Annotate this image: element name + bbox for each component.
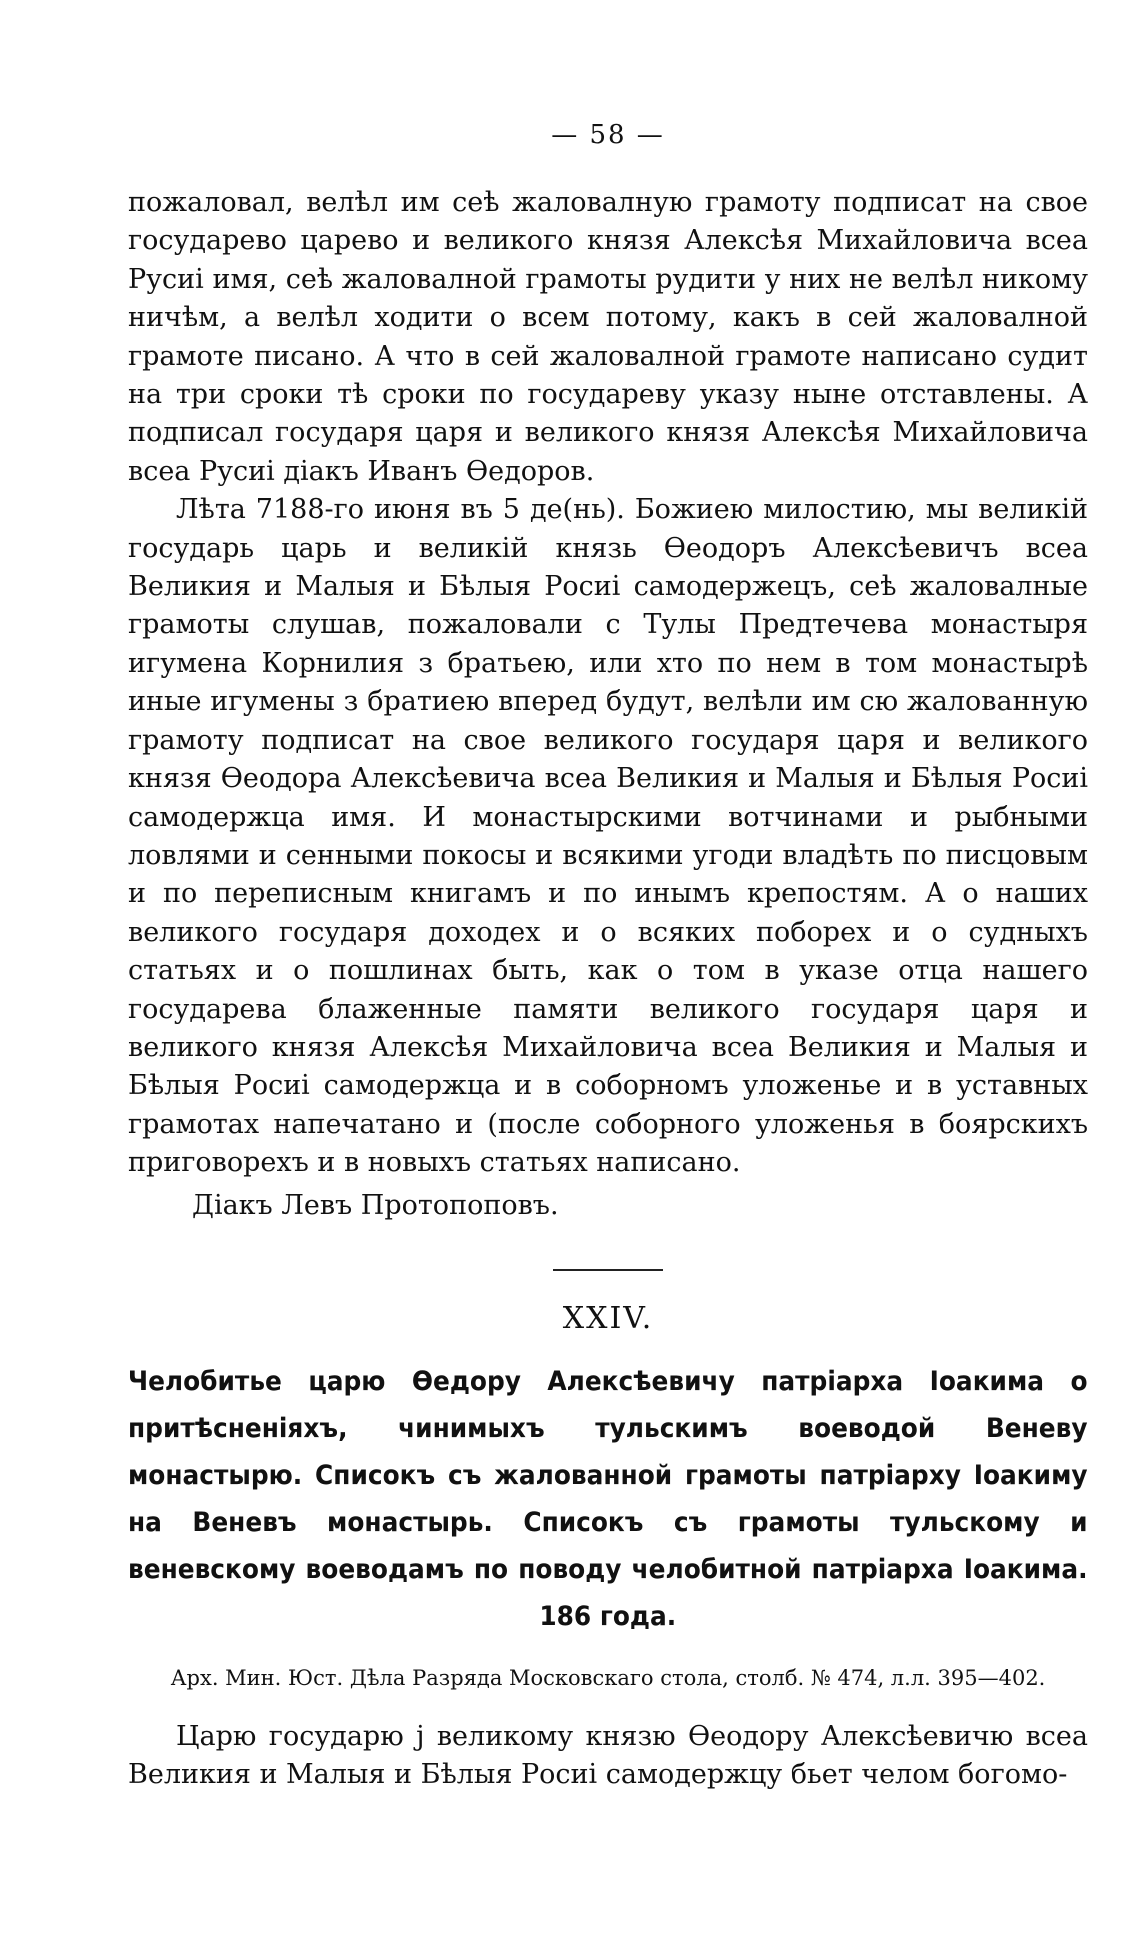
- paragraph-charter-confirmation: Лѣта 7188-го июня въ 5 де(нь). Божиею милостию, мы великій государь царь и великій князь Ѳеодоръ Алексѣевичъ всеа Великия и Малыя и Бѣлыя Росиі самодержецъ, сеѣ жаловалные грамоты слушав, пожаловали с Тулы Предтечева монастыря игумена Корнилия з братьею, или хто по нем в том монастырѣ иные игумены з братиею вперед будут, велѣли им сю жалованную грамоту подписат на свое великого государя царя и великого князя Ѳеодора Алексѣевича всеа Великия и Малыя и Бѣлыя Росиі самодержца имя. И монастырскими вотчинами и рыбными ловлями и сенными покосы и всякими угоди владѣть по писцовым и по переписным книгамъ и по инымъ крепостям. А о наших великого государя доходех и о всяких поборех и о судныхъ статьях и о пошлинах быть, как о том в указе отца нашего государева блаженные памяти великого государя царя и великого князя Алексѣя Михайловича всеа Великия и Малыя и Бѣлыя Росиі самодержца и в соборномъ уложенье и в уставных грамотах напечатано и (после соборного уложенья в боярскихъ приговорехъ и в новыхъ статьях написано.: [128, 494, 1088, 1179]
- section-heading: Челобитье царю Ѳедору Алексѣевичу патріарха Іоакима о притѣсненіяхъ, чинимыхъ тульскимъ воеводой Веневу монастырю. Списокъ съ жалованной грамоты патріарху Іоакиму на Веневъ монастырь. Списокъ съ грамоты тульскому и веневскому воеводамъ по поводу челобитной патріарха Іоакима. 186 года.: [128, 1365, 1088, 1632]
- section-divider: [553, 1269, 663, 1271]
- signature: Діакъ Левъ Протопоповъ.: [192, 1189, 559, 1221]
- page-number: — 58 —: [551, 120, 665, 150]
- archive-source-reference: Арх. Мин. Юст. Дѣла Разряда Московскаго стола, столб. № 474, л.л. 395—402.: [170, 1665, 1046, 1690]
- section-number: XXIV.: [562, 1300, 654, 1336]
- paragraph-petition-start: Царю государю ј великому князю Ѳеодору Алексѣевичю всеа Великия и Малыя и Бѣлыя Росиі самодержцу бьет челом богомо-: [128, 1720, 1088, 1790]
- paragraph-continuation: пожаловал, велѣл им сеѣ жаловалную грамоту подписат на свое государево царево и великого князя Алексѣя Михайловича всеа Русиі имя, сеѣ жаловалной грамоты рудити у них не велѣл никому ничѣм, а велѣл ходити о всем потому, какъ в сей жаловалной грамоте писано. А что в сей жаловалной грамоте написано судит на три сроки тѣ сроки по государеву указу ныне отставлены. А подписал государя царя и великого князя Алексѣя Михайловича всеа Русиі діакъ Иванъ Ѳедоров.: [128, 187, 1088, 487]
- document-page: [128, 120, 1088, 1794]
